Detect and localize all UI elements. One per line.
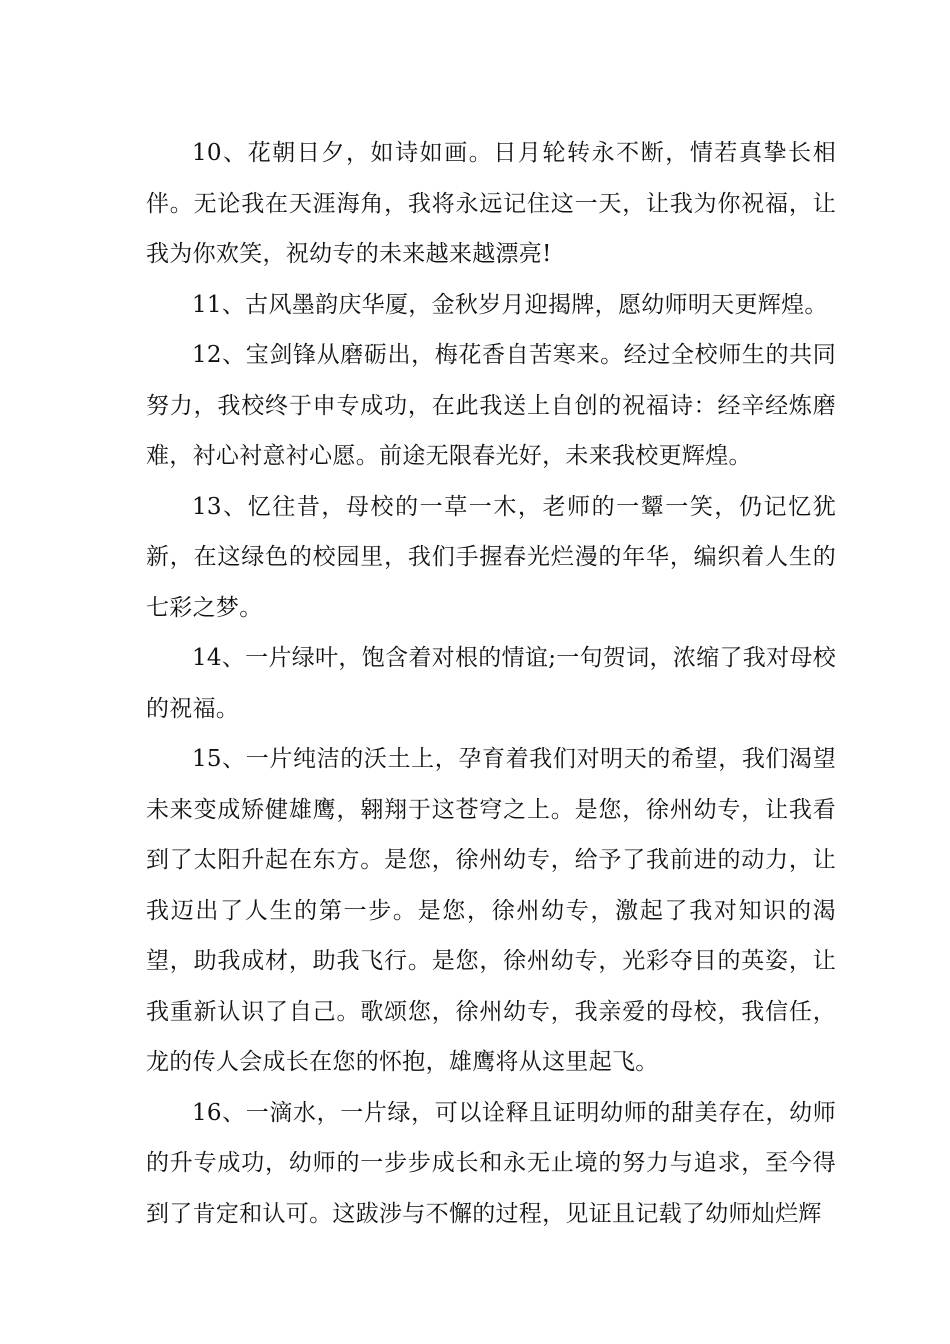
paragraph-16: 16、一滴水，一片绿，可以诠释且证明幼师的甜美存在，幼师的升专成功，幼师的一步步成长和永无止境的努力与追求，至今得到了肯定和认可。这跋涉与不懈的过程，见证且记载了幼师灿烂辉 bbox=[146, 1099, 836, 1227]
paragraph-10: 10、花朝日夕，如诗如画。日月轮转永不断，情若真挚长相伴。无论我在天涯海角，我将永远记住这一天，让我为你祝福，让我为你欢笑，祝幼专的未来越来越漂亮! bbox=[146, 140, 836, 267]
paragraph-12: 12、宝剑锋从磨砺出，梅花香自苦寒来。经过全校师生的共同努力，我校终于申专成功，在此我送上自创的祝福诗：经辛经炼磨难，衬心衬意衬心愿。前途无限春光好，未来我校更辉煌。 bbox=[146, 342, 836, 469]
paragraph-14: 14、一片绿叶，饱含着对根的情谊;一句贺词，浓缩了我对母校的祝福。 bbox=[146, 645, 836, 722]
paragraph-15: 15、一片纯洁的沃土上，孕育着我们对明天的希望，我们渴望未来变成矫健雄鹰，翱翔于这苍穹之上。是您，徐州幼专，让我看到了太阳升起在东方。是您，徐州幼专，给予了我前进的动力，让我迈出了人生的第一步。是您，徐州幼专，激起了我对知识的渴望，助我成材，助我飞行。是您，徐州幼专，光彩夺目的英姿，让我重新认识了自己。歌颂您，徐州幼专，我亲爱的母校，我信任，龙的传人会成长在您的怀抱，雄鹰将从这里起飞。 bbox=[146, 746, 836, 1075]
paragraph-13: 13、忆往昔，母校的一草一木，老师的一颦一笑，仍记忆犹新，在这绿色的校园里，我们手握春光烂漫的年华，编织着人生的七彩之梦。 bbox=[146, 493, 836, 621]
paragraph-11: 11、古风墨韵庆华厦，金秋岁月迎揭牌，愿幼师明天更辉煌。 bbox=[192, 291, 828, 318]
document-body bbox=[146, 128, 836, 1239]
